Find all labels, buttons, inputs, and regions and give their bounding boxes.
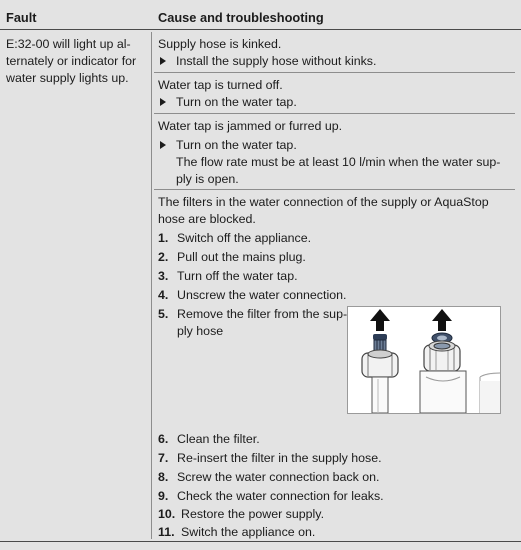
- filters-intro-line-2: hose are blocked.: [158, 212, 256, 226]
- bullet-triangle-icon: [160, 98, 166, 106]
- step-text: Clean the filter.: [177, 432, 260, 446]
- step-text: Turn off the water tap.: [177, 269, 298, 283]
- cause-2-action: [160, 94, 297, 111]
- bottom-rule: [0, 541, 521, 542]
- step-text: Restore the power supply.: [181, 507, 325, 521]
- step-number: 11.: [158, 525, 175, 539]
- step-number: 6.: [158, 432, 169, 446]
- cause-2-action-text: Turn on the water tap.: [176, 95, 297, 109]
- step-9: [158, 488, 384, 505]
- filter-illustration-svg: [348, 307, 500, 413]
- step-8: [158, 469, 380, 486]
- step-number: 3.: [158, 269, 169, 283]
- step-number: 9.: [158, 489, 169, 503]
- fault-text-line-1: E:32-00 will light up al-: [6, 37, 131, 51]
- row-divider: [154, 113, 515, 114]
- step-text: Remove the filter from the sup-: [177, 307, 348, 321]
- step-3: [158, 268, 298, 285]
- step-text: Switch off the appliance.: [177, 231, 312, 245]
- up-arrow-icon: [370, 309, 390, 331]
- cause-3-action: [160, 137, 297, 154]
- fault-text-line-3: water supply lights up.: [6, 71, 129, 85]
- step-7: [158, 450, 382, 467]
- row-divider: [154, 189, 515, 190]
- up-arrow-icon: [432, 309, 452, 331]
- step-text: Pull out the mains plug.: [177, 250, 306, 264]
- step-number: 4.: [158, 288, 169, 302]
- column-divider: [151, 32, 152, 539]
- step-text: Screw the water connection back on.: [177, 470, 380, 484]
- step-text: Unscrew the water connection.: [177, 288, 347, 302]
- cause-3-note-line-2: ply is open.: [176, 172, 239, 186]
- cause-1-action-text: Install the supply hose without kinks.: [176, 54, 377, 68]
- bullet-triangle-icon: [160, 141, 166, 149]
- step-1: [158, 230, 311, 247]
- cause-2-text: Water tap is turned off.: [158, 78, 283, 92]
- step-number: 10.: [158, 507, 176, 521]
- step-number: 5.: [158, 307, 169, 321]
- fault-text-line-2: ternately or indicator for: [6, 54, 137, 68]
- cause-3-note-line-1: The flow rate must be at least 10 l/min when the water sup-: [176, 155, 501, 169]
- cause-header: Cause and troubleshooting: [158, 10, 324, 25]
- cause-3-text: Water tap is jammed or furred up.: [158, 119, 343, 133]
- step-4: [158, 287, 346, 304]
- bullet-triangle-icon: [160, 57, 166, 65]
- step-text: Switch the appliance on.: [181, 525, 316, 539]
- step-6: [158, 431, 260, 448]
- step-text: Check the water connection for leaks.: [177, 489, 384, 503]
- fault-header: Fault: [6, 10, 37, 25]
- step-2: [158, 249, 306, 266]
- cause-3-action-text: Turn on the water tap.: [176, 138, 297, 152]
- step-number: 7.: [158, 451, 169, 465]
- filter-illustration: [347, 306, 501, 414]
- step-number: 1.: [158, 231, 169, 245]
- step-5-continuation: ply hose: [177, 324, 224, 338]
- step-number: 8.: [158, 470, 169, 484]
- step-10: [158, 506, 324, 523]
- row-divider: [154, 72, 515, 73]
- cause-1-action: [160, 53, 376, 70]
- step-number: 2.: [158, 250, 169, 264]
- header-rule: [0, 29, 521, 30]
- step-text: Re-insert the filter in the supply hose.: [177, 451, 382, 465]
- step-11: [158, 524, 315, 541]
- step-5: [158, 306, 347, 323]
- cause-1-text: Supply hose is kinked.: [158, 37, 282, 51]
- filters-intro-line-1: The filters in the water connection of the supply or AquaStop: [158, 195, 489, 209]
